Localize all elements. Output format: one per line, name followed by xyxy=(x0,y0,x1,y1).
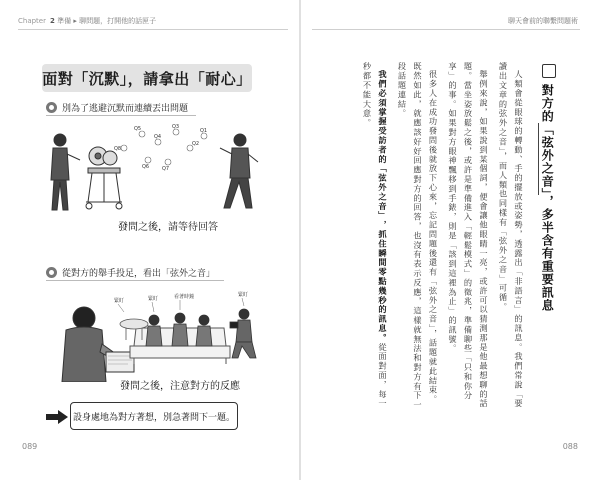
chapter-word: Chapter xyxy=(18,17,46,25)
question-label: Q7 xyxy=(162,166,170,172)
bubble-label: 緊盯 xyxy=(238,292,249,298)
section2-caption: 發問之後，注意對方的反應 xyxy=(120,381,240,392)
section2-heading xyxy=(46,266,215,279)
right-title-marker-icon xyxy=(542,64,556,78)
right-title-prefix: 對方的 xyxy=(540,84,555,123)
tip-arrow-icon xyxy=(46,410,68,424)
question-label: Q4 xyxy=(154,134,162,140)
section-bullet-icon xyxy=(46,267,57,278)
tip-text: 設身處地為對方著想，別急著問下一題。 xyxy=(72,412,235,423)
section-bullet-icon xyxy=(46,102,57,113)
chapter-number: 2 xyxy=(50,17,55,25)
right-header-rule xyxy=(312,29,580,30)
photographer-figure xyxy=(230,309,256,358)
section1-heading-text: 別為了逃避沉默而連續丟出問題 xyxy=(62,104,189,114)
book-gutter xyxy=(299,0,301,480)
question-label: Q5 xyxy=(134,126,142,132)
question-label: Q8 xyxy=(114,146,122,152)
right-page-title xyxy=(540,84,553,312)
tip-box xyxy=(70,402,238,430)
right-page-number: 088 xyxy=(562,442,578,451)
bubble-label: 緊盯 xyxy=(148,296,159,302)
dodging-interviewee-figure xyxy=(220,134,258,208)
right-running-head: 聊天會前的聯繫問題術 xyxy=(508,17,578,25)
left-page-title: 面對「沉默」，請拿出「耐心」 xyxy=(42,69,252,88)
section2-heading-text: 從對方的舉手投足，看出「弦外之音」 xyxy=(62,269,216,279)
question-label: Q3 xyxy=(172,124,180,130)
interviewer-figure xyxy=(51,134,80,210)
right-page-body xyxy=(318,62,526,412)
bubble-label: 緊盯 xyxy=(114,298,125,304)
sofa-people xyxy=(146,313,212,346)
body-paragraph: 舉例來說，如果說到某個詞，便會讓他眼睛一亮，或許可以猜測那是他最想聊的話題。當坐姿放鬆之後，或許是準備進入「輕鬆模式」的徵兆，準備聊些「只和你分享」的事。如果對方眼神飄移到手錶，則是「該到這裡為止」的訊號。 xyxy=(448,62,489,409)
right-title-highlight: 「弦外之音」 xyxy=(540,123,555,195)
left-header-rule xyxy=(18,29,288,30)
body-closing: 從面對面，每一秒都不能大意。 xyxy=(362,62,388,409)
section2-underline xyxy=(46,280,224,281)
question-balls xyxy=(121,129,207,165)
pitching-machine-illustration xyxy=(44,118,264,218)
left-running-head xyxy=(18,16,156,26)
question-label: Q1 xyxy=(200,128,208,134)
chapter-title: 準備 ▸ 聊問題，打開他的話匣子 xyxy=(57,17,157,25)
left-page-number: 089 xyxy=(22,442,38,451)
body-paragraph: 人類會從眼球的轉動、手的擺放或姿勢，透露出「非語言」的訊息。我們常說「要讀出文章的弦外之音」，而人類也同樣有「弦外之音」可循。 xyxy=(498,62,524,409)
pitching-machine xyxy=(86,147,122,209)
body-paragraph: 很多人在成功發問後就放下心來，忘記問題後還有「弦外之音」，話題就此結束。既然如此，就應該好好回應對方的回答，也沒有表示反應，這樣就無法和對方有下一段話題連結。 xyxy=(397,62,439,410)
question-label: Q2 xyxy=(192,141,200,147)
section1-caption: 發問之後，請等待回答 xyxy=(118,222,218,233)
body-emphasis: 我們必須掌握受訪者的「弦外之音」，抓住瞬間零點幾秒的訊息。 xyxy=(378,70,388,343)
left-page-title-banner xyxy=(42,64,252,92)
bubble-label: 看著時鐘 xyxy=(174,294,195,300)
interview-room-illustration xyxy=(44,284,264,382)
section1-underline xyxy=(46,115,196,116)
right-title-suffix: ，多半含有重要訊息 xyxy=(540,195,555,312)
section1-heading xyxy=(46,101,188,114)
foreground-interviewer xyxy=(62,307,134,382)
question-label: Q6 xyxy=(142,164,150,170)
